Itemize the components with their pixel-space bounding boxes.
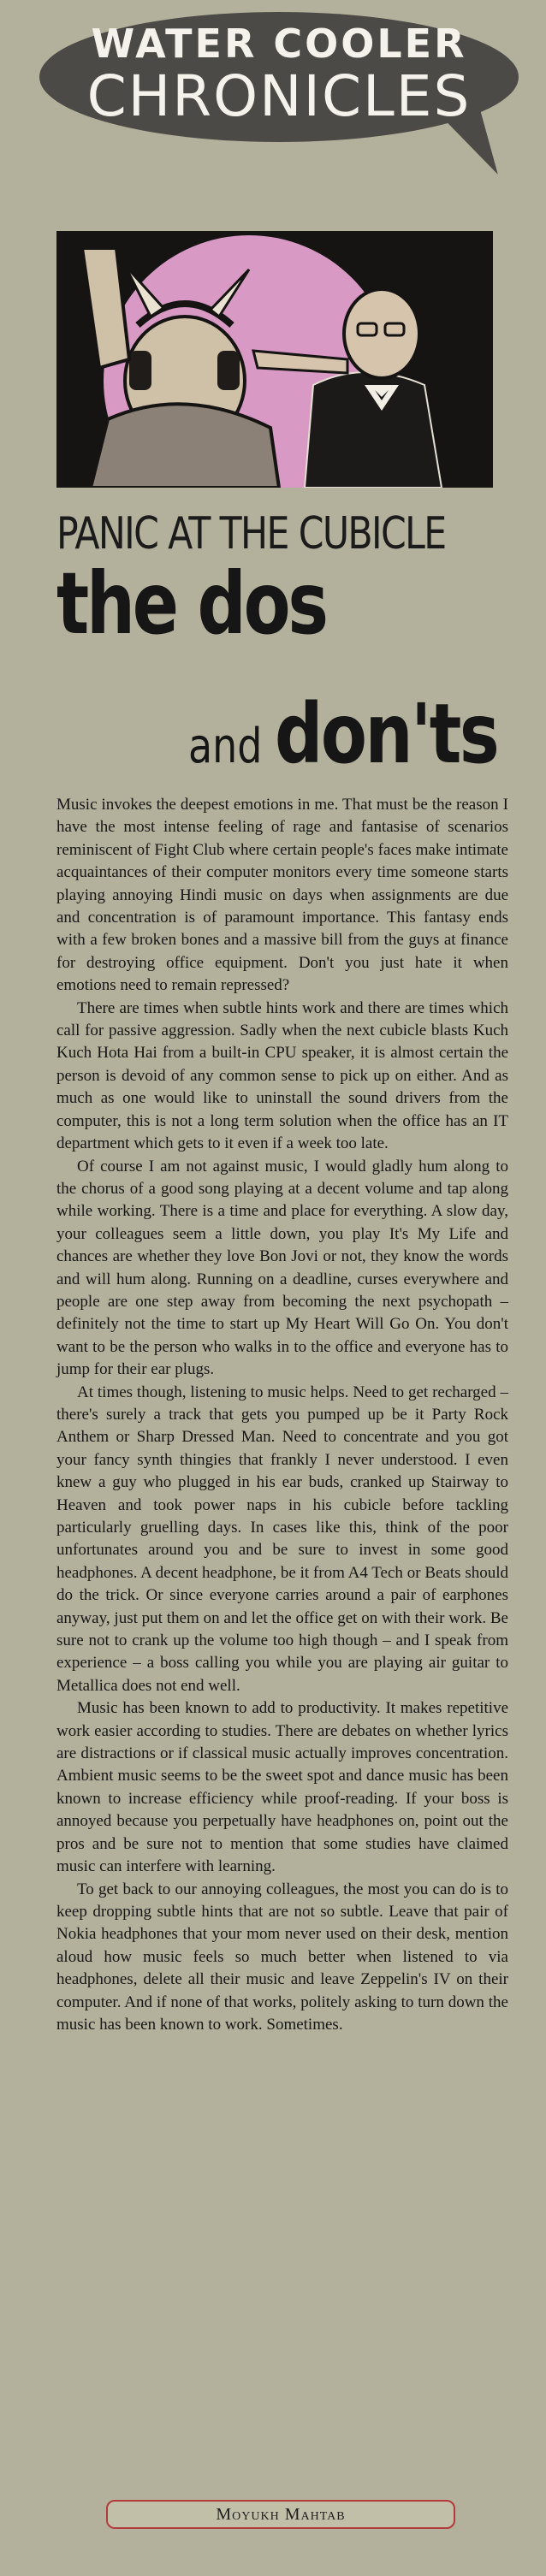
article-body (56, 794, 508, 2036)
article-paragraph: There are times when subtle hints work and there are times which call for passive aggression. Sadly when the next cubicle blasts Kuch Kuch Hota Hai from a built-in CPU speaker, it is almost certain the person is devoid of any common sense to pick up on either. And as much as one would like to uninstall the sound drivers from the computer, this is not a long term solution when the office has an IT department which gets to it even if a week too late. (56, 998, 508, 1153)
column-title-line2: CHRONICLES (86, 63, 472, 129)
author-byline: Moyukh Mahtab (106, 2500, 455, 2529)
headline-main: the dos (56, 554, 326, 654)
article-paragraph: Of course I am not against music, I would gladly hum along to the chorus of a good song playing at a decent volume and tap along while working. There is a time and place for everything. A slow day, your colleagues seem a little down, you play It's My Life and chances are whether they love Bon Jovi or not, they know the words and will hum along. Running on a deadline, curses everywhere and people are one step away from becoming the next psychopath – definitely not the time to start up My Heart Will Go On. You don't want to be the person who walks in to the office and everyone has to jump for their ear plugs. (56, 1157, 508, 1379)
headline-and: and (188, 719, 263, 774)
article-paragraph: At times though, listening to music helps. Need to get recharged – there's surely a track that gets you pumped up be it Party Rock Anthem or Sharp Dressed Man. Need to concentrate and you got your fancy synth thingies that frankly I never understood. I even knew a guy who plugged in his ear buds, cranked up Stairway to Heaven and took power naps in his cubicle before tackling particularly gruelling days. In cases like this, think of the poor unfortunates around you and be sure to invest in some good headphones. A decent headphone, be it from A4 Tech or Beats should do the trick. Or since everyone carries around a pair of earphones anyway, just put them on and let the office get on with their work. Be sure not to crank up the volume too high though – and I speak from experience – a boss calling you while you are playing air guitar to Metallica does not end well. (56, 1383, 508, 1695)
headline-kicker: PANIC AT THE CUBICLE (56, 508, 446, 560)
headline-second-line (188, 686, 498, 782)
article-paragraph: To get back to our annoying colleagues, the most you can do is to keep dropping subtle hints that are not so subtle. Leave that pair of Nokia headphones that your mom never used on their desk, mention aloud how music feels so much better when listened to via headphones, delete all their music and leave Zeppelin's IV on their computer. And if none of that works, politely asking to turn down the music has been known to work. Sometimes. (56, 1880, 508, 2034)
article-paragraph: Music invokes the deepest emotions in me. That must be the reason I have the most intense feeling of rage and fantasise of scenarios reminiscent of Fight Club where certain people's faces make intimate acquaintances of their computer monitors every time someone starts playing annoying Hindi music on days when assignments are due and concentration is of paramount importance. This fantasy ends with a few broken bones and a massive bill from the guys at finance for destroying office equipment. Don't you just hate it when emotions need to remain repressed? (56, 796, 508, 995)
headline-donts: don'ts (275, 686, 498, 782)
office-cartoon-illustration (56, 231, 493, 488)
column-title-line1: WATER COOLER (91, 21, 467, 67)
article-paragraph: Music has been known to add to productivity. It makes repetitive work easier according to studies. There are debates on whether lyrics are distractions or if classical music actually improves concentration. Ambient music seems to be the sweet spot and dance music has been known to increase efficiency while proof-reading. If your boss is annoyed because you perpetually have headphones on, point out the pros and be sure not to mention that some studies have claimed music can interfere with learning. (56, 1699, 508, 1876)
